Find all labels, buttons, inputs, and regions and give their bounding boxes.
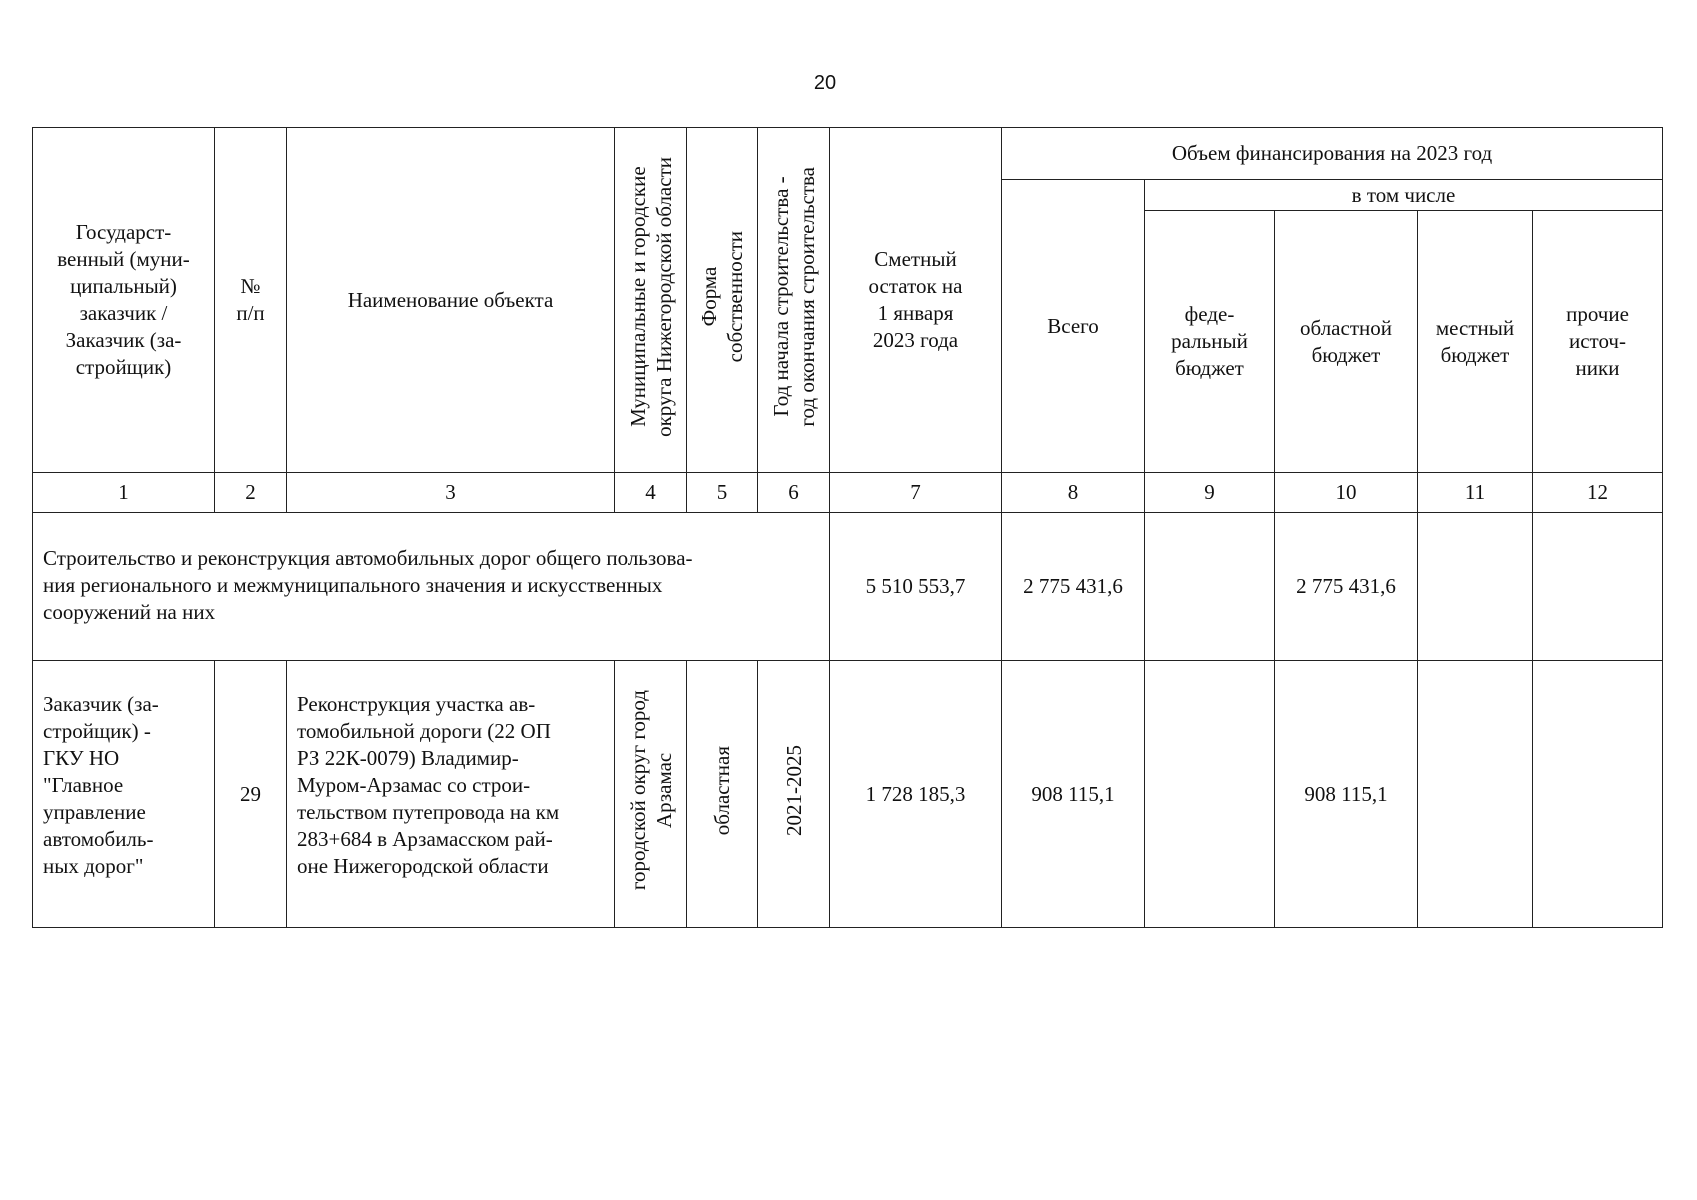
header-municipalities-text: Муниципальные и городские округа Нижегородской области	[625, 156, 676, 437]
header-federal: феде- ральный бюджет	[1145, 211, 1275, 473]
financing-table	[32, 127, 1663, 928]
header-including: в том числе	[1145, 180, 1663, 211]
group-local	[1418, 513, 1533, 661]
header-other: прочие источ- ники	[1533, 211, 1663, 473]
header-number: № п/п	[215, 128, 287, 473]
row-customer: Заказчик (за- стройщик) - ГКУ НО "Главное управление автомобиль- ных дорог"	[33, 661, 215, 928]
group-regional: 2 775 431,6	[1275, 513, 1418, 661]
group-total: 2 775 431,6	[1002, 513, 1145, 661]
column-number-row	[33, 473, 1663, 513]
group-row	[33, 513, 1663, 661]
row-regional: 908 115,1	[1275, 661, 1418, 928]
header-customer: Государст- венный (муни- ципальный) заказчик / Заказчик (за- стройщик)	[33, 128, 215, 473]
column-number: 10	[1275, 473, 1418, 513]
header-regional: областной бюджет	[1275, 211, 1418, 473]
row-number: 29	[215, 661, 287, 928]
column-number: 6	[758, 473, 830, 513]
column-number: 12	[1533, 473, 1663, 513]
row-ownership-text: областная	[710, 745, 734, 836]
row-years	[758, 661, 830, 928]
column-number: 3	[287, 473, 615, 513]
column-number: 8	[1002, 473, 1145, 513]
row-local	[1418, 661, 1533, 928]
row-federal	[1145, 661, 1275, 928]
header-financing-group: Объем финансирования на 2023 год	[1002, 128, 1663, 180]
column-number: 1	[33, 473, 215, 513]
column-number: 11	[1418, 473, 1533, 513]
header-years-text: Год начала строительства - год окончания строительства	[768, 166, 819, 427]
header-years	[758, 128, 830, 473]
header-object-name: Наименование объекта	[287, 128, 615, 473]
group-other	[1533, 513, 1663, 661]
row-estimated-balance: 1 728 185,3	[830, 661, 1002, 928]
header-ownership	[687, 128, 758, 473]
page-number: 20	[813, 72, 837, 94]
row-ownership	[687, 661, 758, 928]
header-ownership-text: Форма собственности	[697, 230, 747, 363]
header-municipalities	[615, 128, 687, 473]
header-local: местный бюджет	[1418, 211, 1533, 473]
header-estimated-balance: Сметный остаток на 1 января 2023 года	[830, 128, 1002, 473]
group-estimated-balance: 5 510 553,7	[830, 513, 1002, 661]
header-total: Всего	[1002, 180, 1145, 473]
column-number: 9	[1145, 473, 1275, 513]
table-row	[33, 661, 1663, 928]
group-federal	[1145, 513, 1275, 661]
column-number: 4	[615, 473, 687, 513]
column-number: 5	[687, 473, 758, 513]
group-title: Строительство и реконструкция автомобильных дорог общего пользова- ния регионального и межмуниципального значения и искусственных сооружений на них	[33, 513, 830, 661]
row-total: 908 115,1	[1002, 661, 1145, 928]
row-years-text: 2021-2025	[781, 745, 806, 836]
column-number: 7	[830, 473, 1002, 513]
row-municipality	[615, 661, 687, 928]
column-number: 2	[215, 473, 287, 513]
row-other	[1533, 661, 1663, 928]
row-object-name: Реконструкция участка ав- томобильной дороги (22 ОП РЗ 22К-0079) Владимир- Муром-Арзамас со строи- тельством путепровода на км 283+684 в Арзамасском рай- оне Нижегородской области	[287, 661, 615, 928]
row-municipality-text: городской округ город Арзамас	[625, 690, 676, 891]
